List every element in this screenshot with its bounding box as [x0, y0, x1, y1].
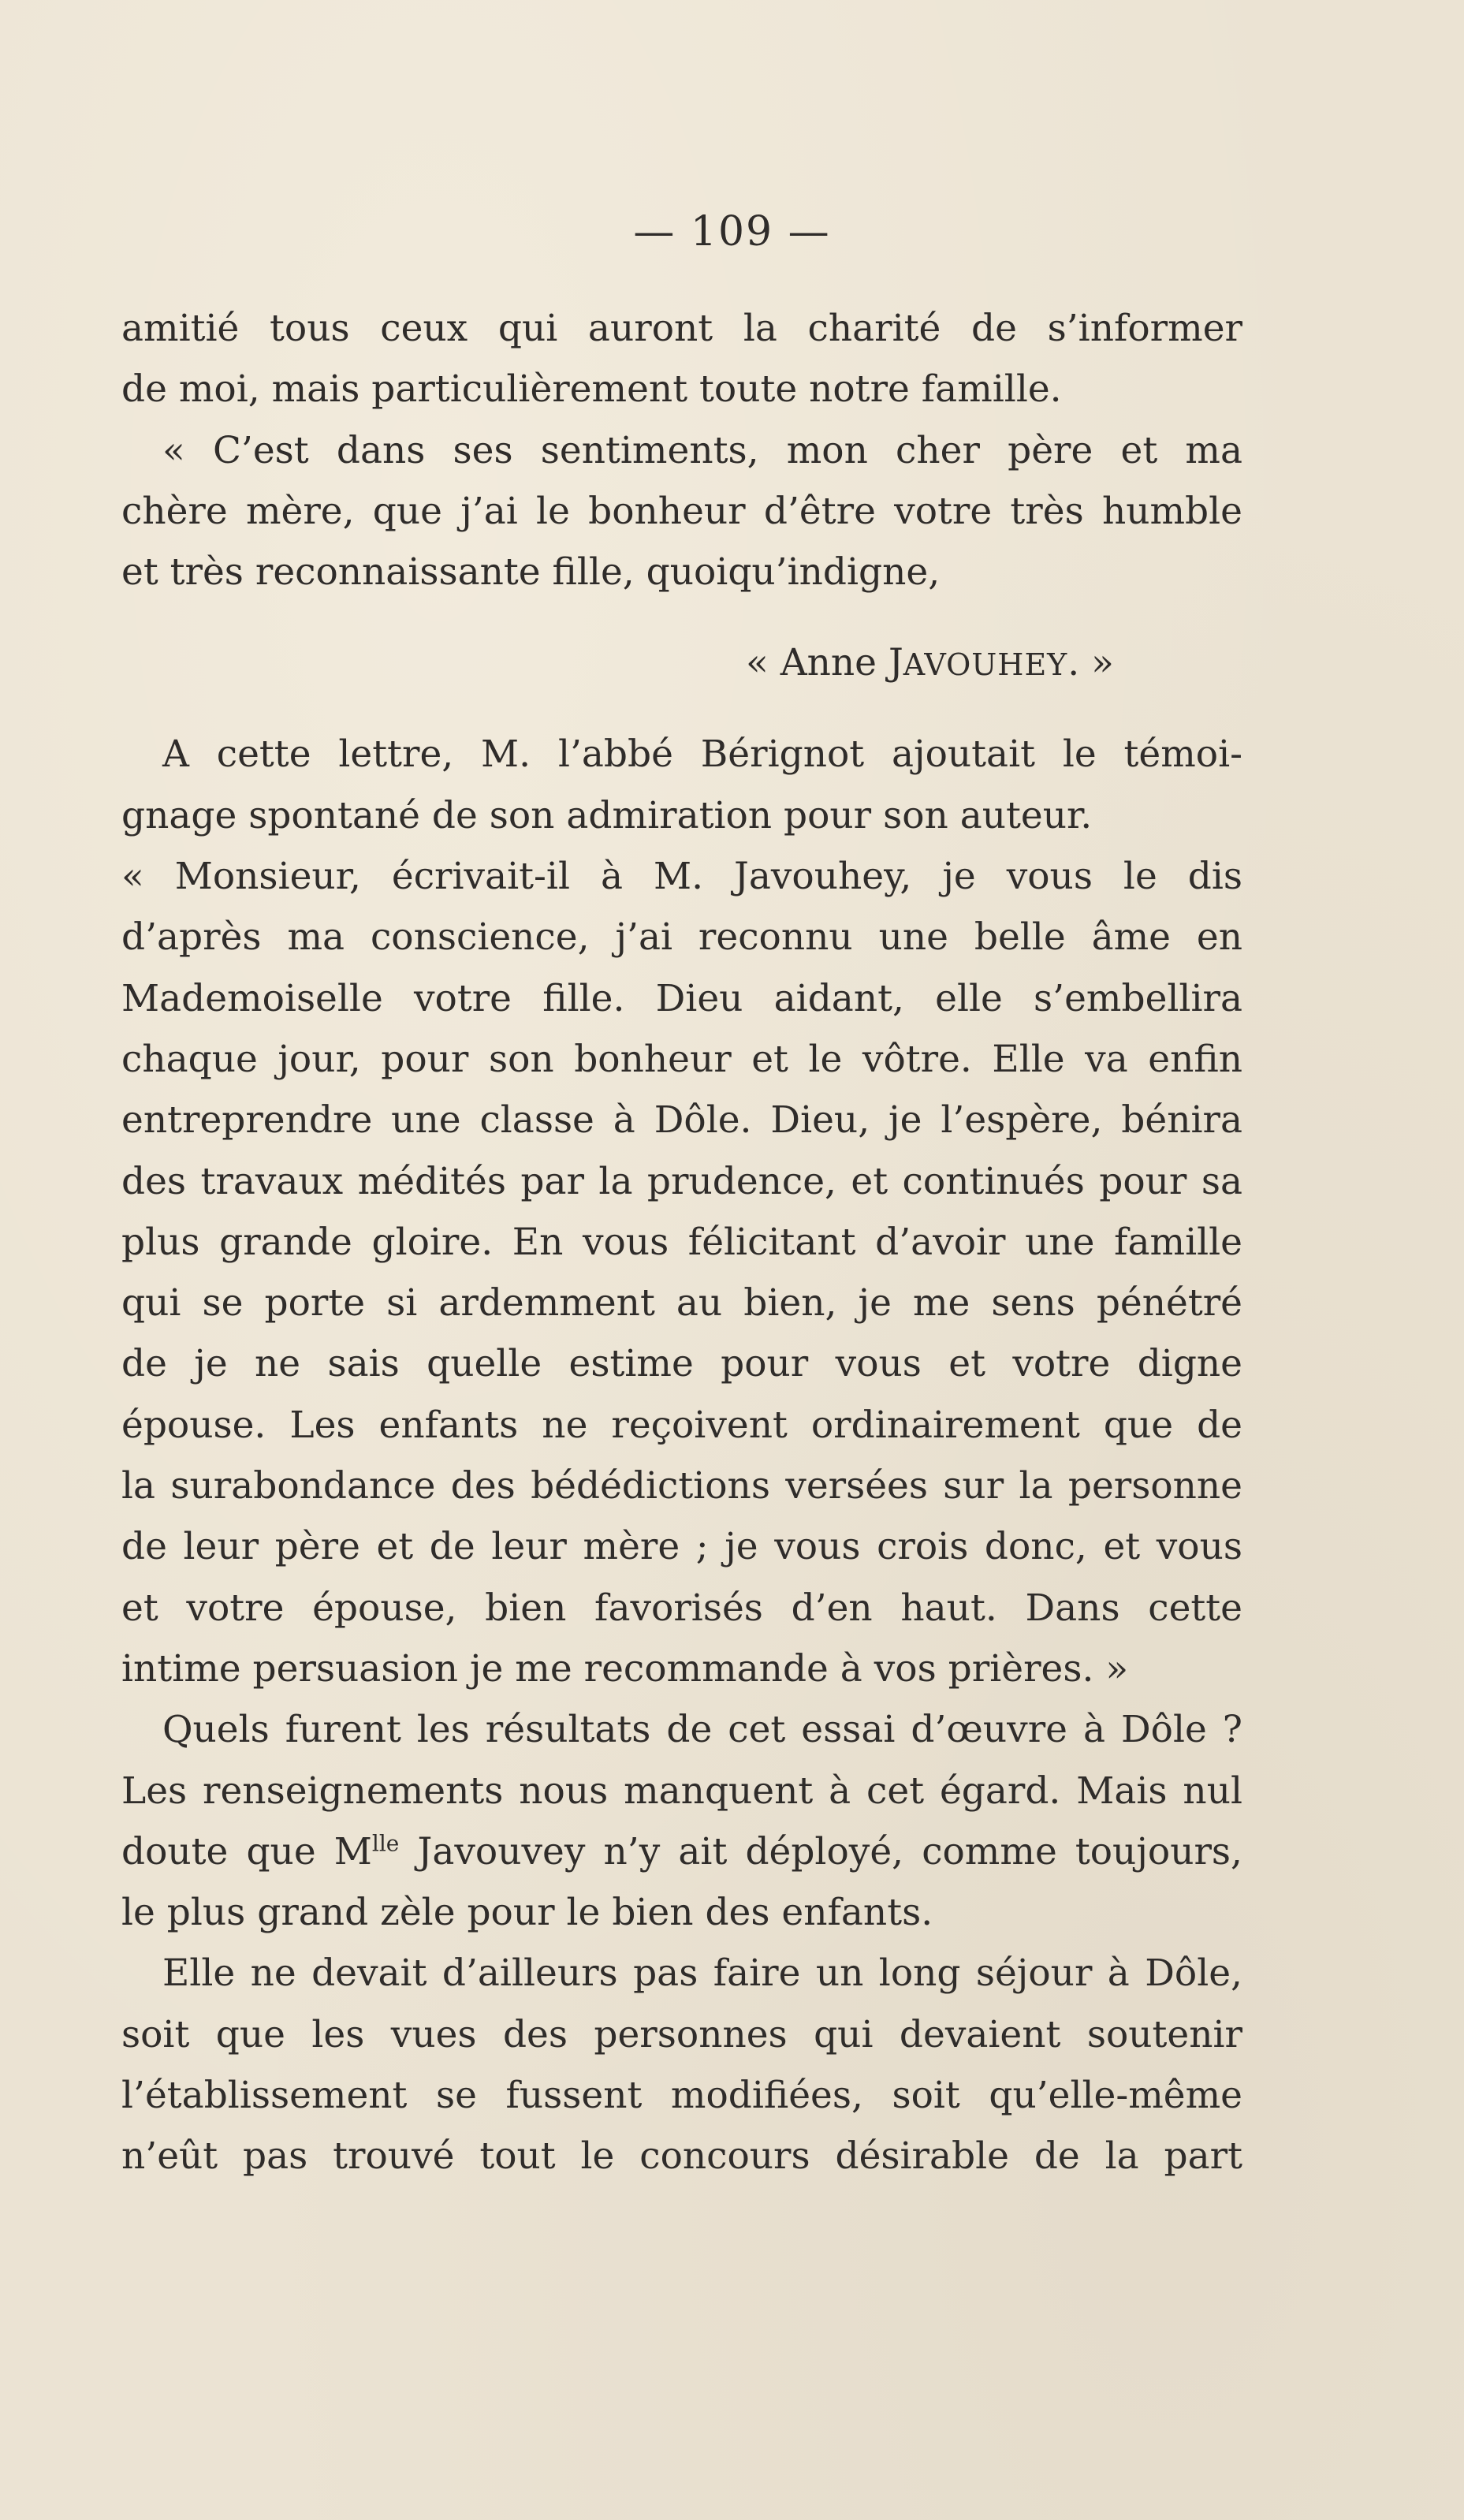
signature-line [121, 602, 1242, 724]
text-line: Elle ne devait d’ailleurs pas faire un long séjour à Dôle, [162, 1952, 1242, 1996]
text-line: des travaux médités par la prudence, et continués pour sa [121, 1159, 1242, 1203]
page-number-header: — 109 — [633, 208, 831, 255]
signature-closing: . » [1067, 641, 1114, 685]
text-line: n’eût pas trouvé tout le concours désirable de la part [121, 2134, 1242, 2179]
text-line: l’établissement se fussent modifiées, soit qu’elle-même [121, 2074, 1242, 2118]
body-text [121, 298, 1242, 2187]
text-line: et très reconnaissante fille, quoiqu’indigne, [121, 550, 941, 595]
text-line: de je ne sais quelle estime pour vous et votre digne [121, 1342, 1242, 1386]
text-line: d’après ma conscience, j’ai reconnu une belle âme en [121, 915, 1242, 960]
mademoiselle-superscript: lle [371, 1830, 400, 1857]
signature-initial: J [888, 641, 903, 685]
text-line: chaque jour, pour son bonheur et le vôtre. Elle va enfin [121, 1037, 1242, 1081]
text-line: « C’est dans ses sentiments, mon cher père et ma [162, 428, 1242, 472]
text-line: gnage spontané de son admiration pour son auteur. [121, 793, 1093, 837]
text-line: Mademoiselle votre fille. Dieu aidant, elle s’embellira [121, 976, 1242, 1020]
text-line: intime persuasion je me recommande à vos prières. » [121, 1646, 1129, 1691]
text-line: soit que les vues des personnes qui devaient soutenir [121, 2012, 1242, 2056]
mademoiselle-prefix: doute que M [121, 1829, 372, 1873]
signature-opening: « Anne [746, 641, 877, 685]
text-line: qui se porte si ardemment au bien, je me sens pénétré [121, 1281, 1242, 1325]
text-line: entreprendre une classe à Dôle. Dieu, je l’espère, bénira [121, 1098, 1242, 1143]
text-line: amitié tous ceux qui auront la charité de s’informer [121, 307, 1242, 350]
mademoiselle-rest: Javouvey n’y ait déployé, comme toujours, [399, 1829, 1242, 1873]
signature-surname: AVOUHEY [903, 647, 1068, 683]
text-line: plus grande gloire. En vous félicitant d’avoir une famille [121, 1220, 1242, 1264]
text-line [121, 1821, 1242, 1882]
text-line: le plus grand zèle pour le bien des enfants. [121, 1891, 933, 1935]
text-line: A cette lettre, M. l’abbé Bérignot ajoutait le témoi- [162, 733, 1242, 777]
text-line: épouse. Les enfants ne reçoivent ordinairement que de [121, 1403, 1242, 1447]
text-line: Quels furent les résultats de cet essai d’œuvre à Dôle ? [162, 1708, 1242, 1752]
text-line: Les renseignements nous manquent à cet égard. Mais nul [121, 1769, 1242, 1813]
text-line: la surabondance des bédédictions versées sur la personne [121, 1464, 1242, 1508]
text-line: chère mère, que j’ai le bonheur d’être votre très humble [121, 489, 1242, 533]
text-line: de leur père et de leur mère ; je vous crois donc, et vous [121, 1525, 1242, 1569]
text-line: « Monsieur, écrivait-il à M. Javouhey, je vous le dis [121, 855, 1242, 899]
text-line: de moi, mais particulièrement toute notre famille. [121, 367, 1062, 412]
text-line: et votre épouse, bien favorisés d’en haut. Dans cette [121, 1586, 1242, 1630]
